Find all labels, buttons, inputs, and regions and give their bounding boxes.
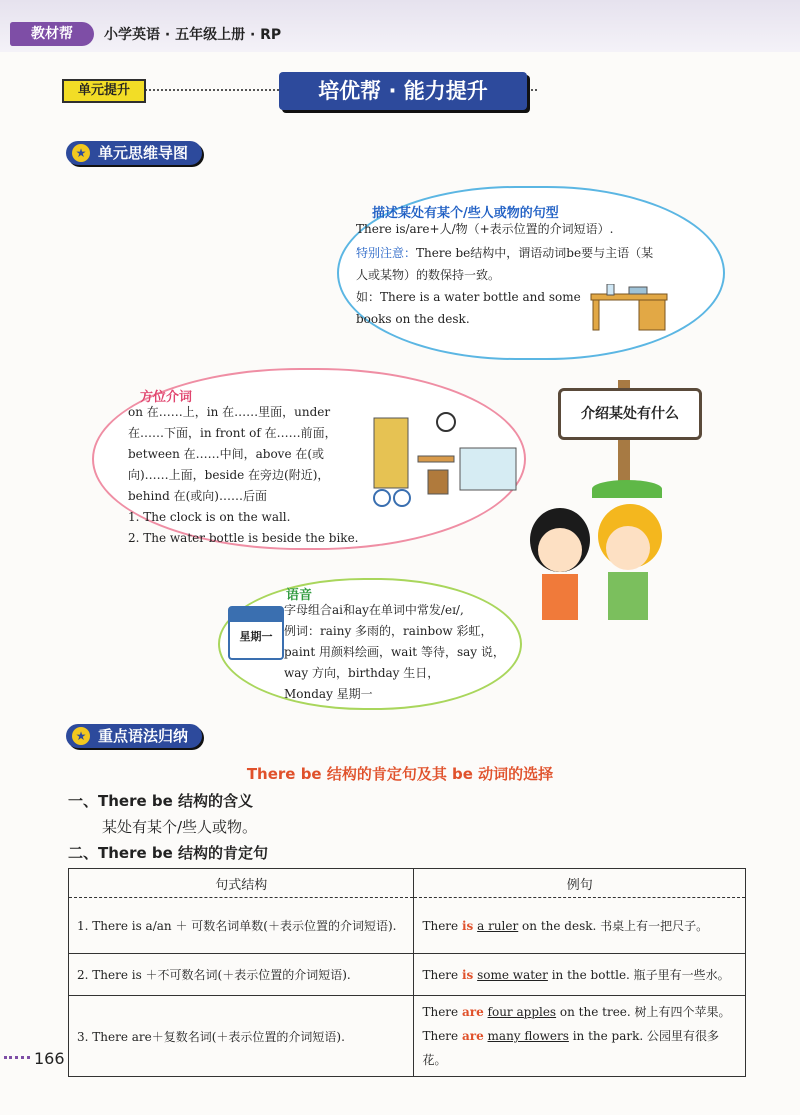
page-number: 166 (34, 1049, 65, 1068)
note-text-2: 人或某物）的数保持一致。 (356, 268, 501, 282)
book-title: 小学英语 · 五年级上册 · RP (104, 27, 282, 43)
table-cell: 1. There is a/an ＋ 可数名词单数(＋表示位置的介词短语). (69, 898, 414, 954)
section-title-grammar: ★ 重点语法归纳 (66, 724, 202, 748)
calendar-icon: 星期一 (228, 606, 284, 660)
example-text-2: books on the desk. (356, 312, 470, 326)
table-cell: There is some water in the bottle. 瓶子里有一些水。 (414, 954, 746, 996)
desk-illustration (589, 284, 669, 332)
room-illustration (360, 410, 520, 510)
table-cell: 3. There are＋复数名词(＋表示位置的介词短语). (69, 996, 414, 1077)
grass (592, 480, 662, 498)
grammar-table (68, 868, 746, 1077)
grammar-paragraph: 某处有某个/些人或物。 (102, 818, 258, 836)
page-number-decoration (4, 1056, 30, 1059)
table-cell: There are four apples on the tree. 树上有四个苹果。 There are many flowers in the park. 公园里有很多花。 (414, 996, 746, 1077)
phonics-list: 字母组合ai和ay在单词中常发/eɪ/, 例词：rainy 多雨的，rainbow 彩虹， paint 用颜料绘画，wait 等待，say 说， way 方向，birthday 生日， Monday 星期一 (284, 603, 505, 701)
grammar-title: There be 结构的肯定句及其 be 动词的选择 (246, 765, 554, 783)
table-row (69, 996, 746, 1077)
unit-badge: 单元提升 (62, 79, 146, 103)
grammar-heading-2: 二、There be 结构的肯定句 (68, 844, 269, 862)
brand-tag: 教材帮 (10, 22, 94, 46)
table-cell: 2. There is ＋不可数名词(＋表示位置的介词短语). (69, 954, 414, 996)
page-title: 培优帮 · 能力提升 (279, 72, 527, 110)
mindmap-center-sign: 介绍某处有什么 (558, 388, 702, 440)
grammar-heading-1: 一、There be 结构的含义 (68, 792, 254, 810)
example-text: 如：There is a water bottle and some (356, 290, 581, 304)
star-icon: ★ (72, 144, 90, 162)
bubble-heading: 方位介词 (140, 390, 193, 405)
children-illustration (520, 500, 670, 620)
table-row (69, 954, 746, 996)
section-title-mindmap: ★ 单元思维导图 (66, 141, 202, 165)
note-text: 特别注意：There be结构中，谓语动词be要与主语（某 (356, 246, 654, 260)
table-cell: There is a ruler on the desk. 书桌上有一把尺子。 (414, 898, 746, 954)
bubble-heading: 描述某处有某个/些人或物的句型 (372, 206, 559, 221)
column-header: 句式结构 (69, 869, 414, 898)
divider (142, 89, 279, 91)
star-icon: ★ (72, 727, 90, 745)
pattern-text: There is/are+人/物（+表示位置的介词短语）. (356, 222, 614, 236)
bubble-heading: 语音 (286, 588, 313, 603)
column-header: 例句 (414, 869, 746, 898)
divider (527, 89, 537, 91)
table-row (69, 898, 746, 954)
prepositions-list: on 在……上，in 在……里面，under 在……下面，in front of 在……前面， between 在……中间，above 在(或 向)……上面，beside 在旁边(附近)， behind 在(或向)……后面 1. The clock is on the wall. 2. The water bottle is beside the bike. (128, 405, 359, 545)
table-header-row (69, 869, 746, 898)
